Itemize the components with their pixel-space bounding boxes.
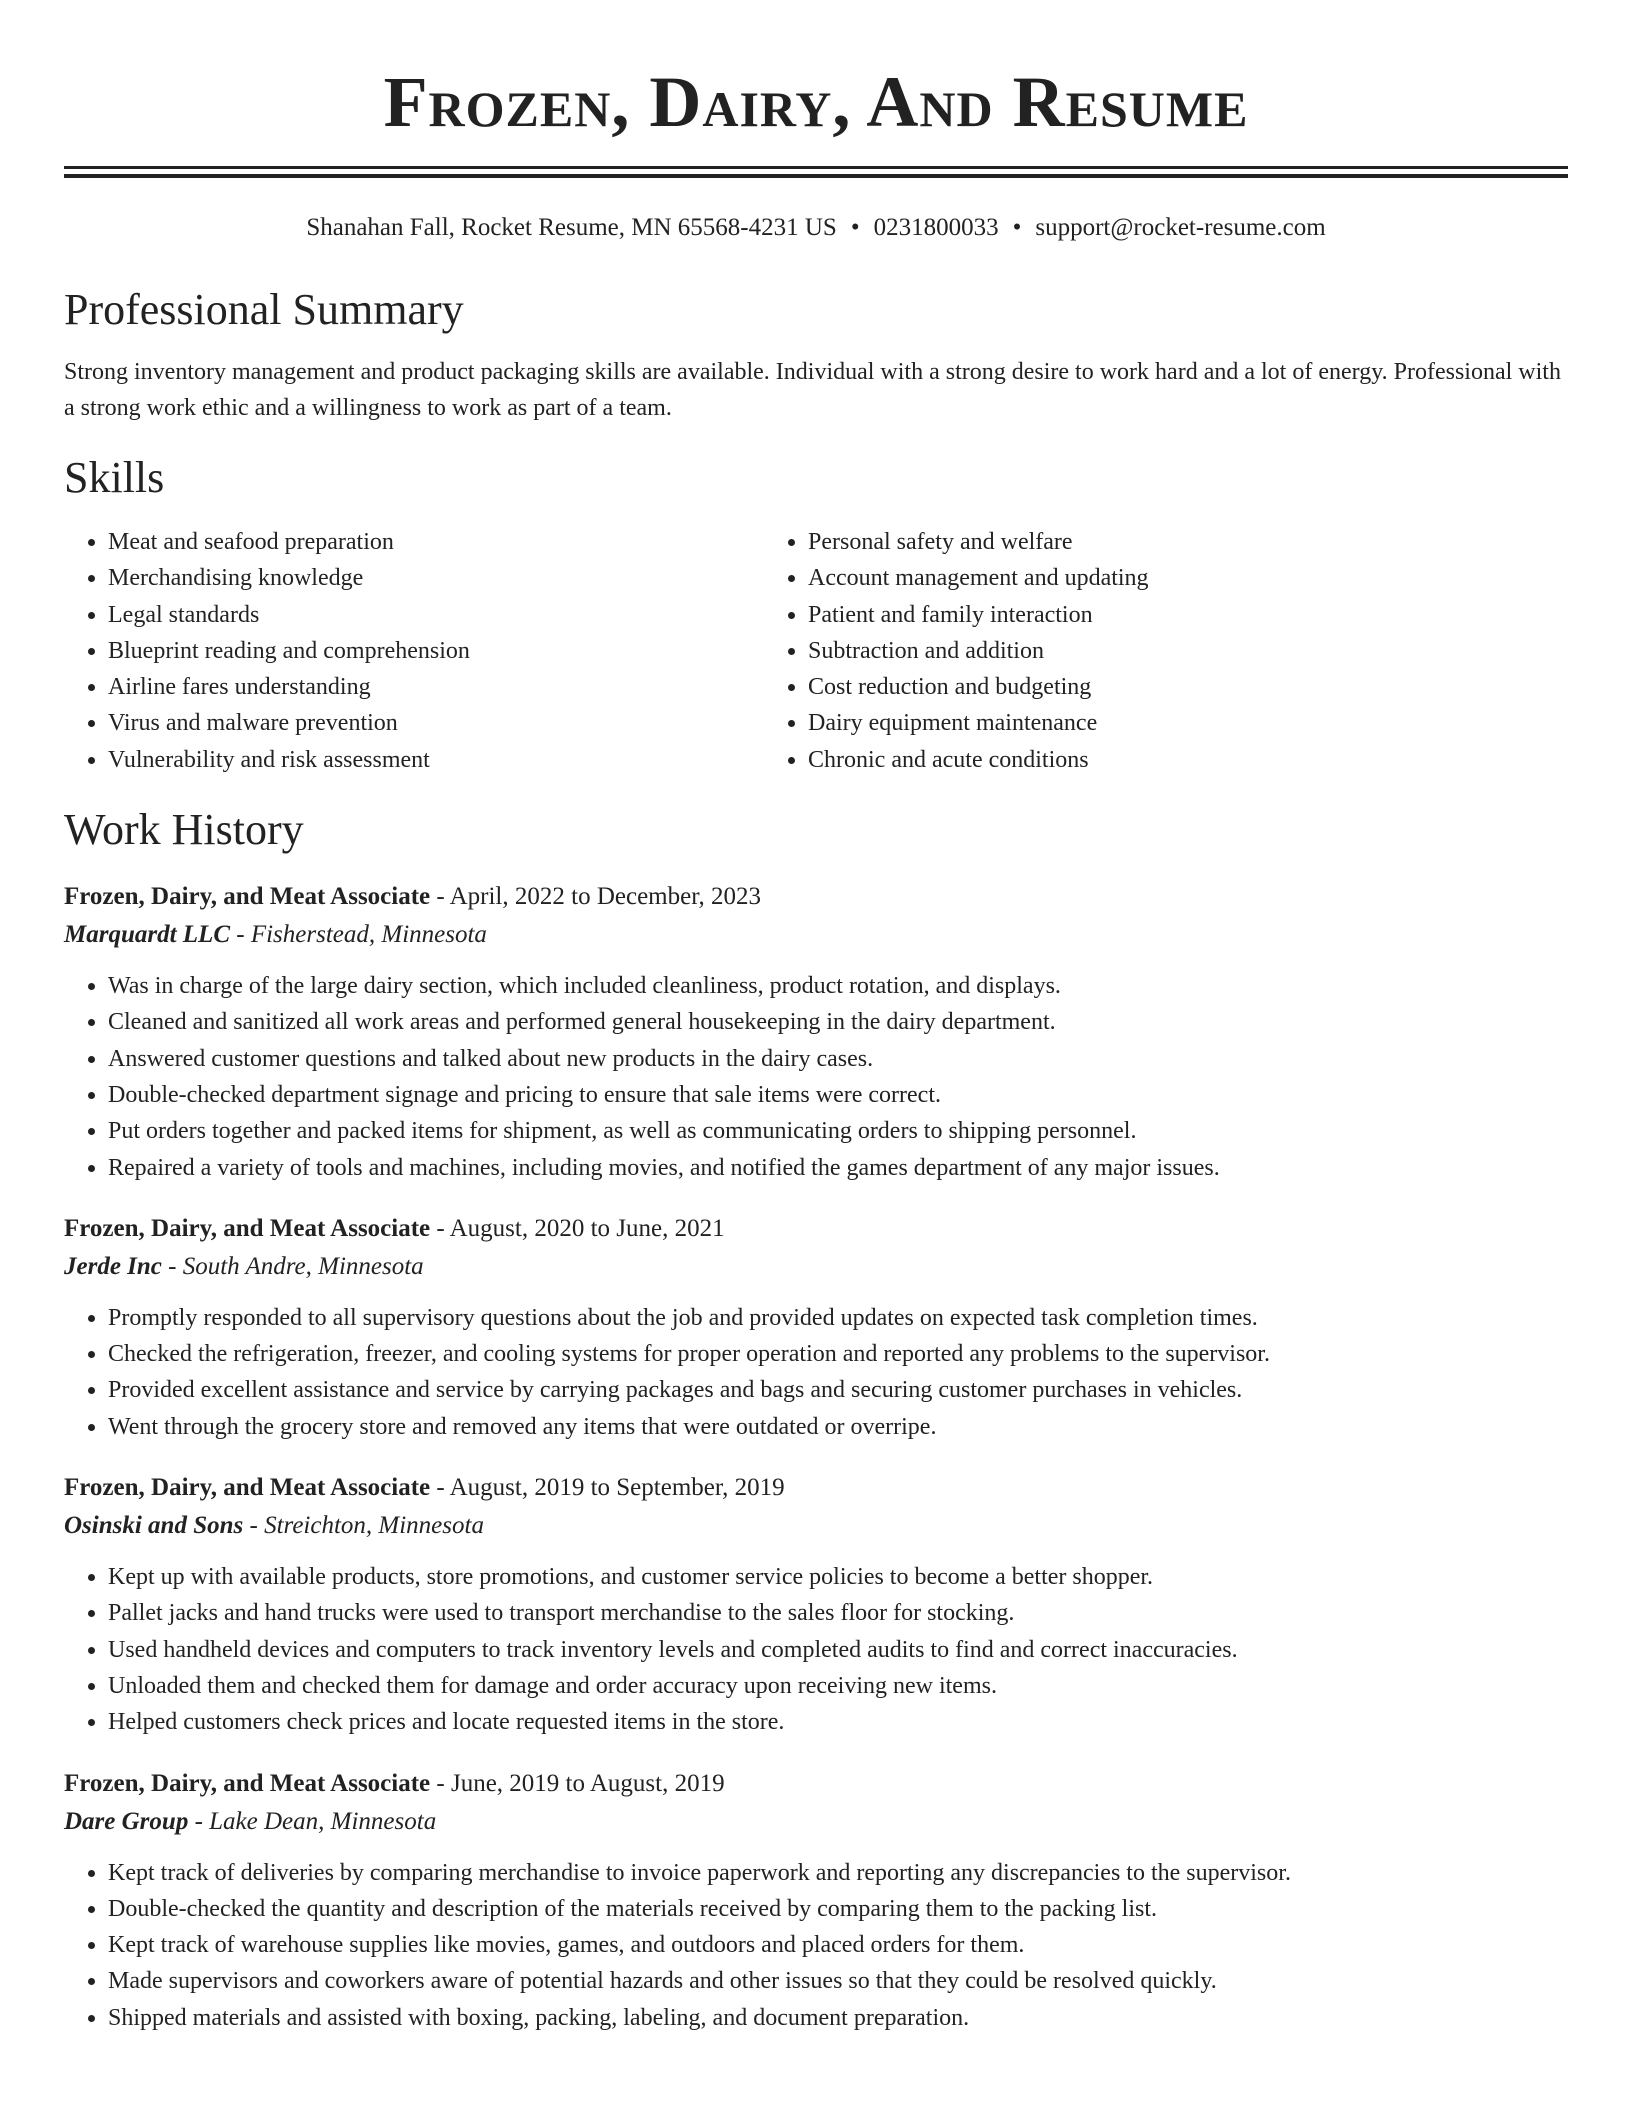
job-entry (64, 1765, 1568, 2036)
skill-item: • Patient and family interaction (808, 597, 1460, 633)
job-heading (64, 1210, 1568, 1248)
job-employer-line (64, 1803, 1568, 1841)
job-employer-line (64, 1507, 1568, 1545)
job-duty-item: • Provided excellent assistance and service by carrying packages and bags and securing customer purchases in vehicles. (108, 1372, 1568, 1408)
skills-list-left (64, 524, 762, 778)
contact-email: support@rocket-resume.com (1035, 214, 1326, 241)
contact-separator: • (1012, 214, 1022, 241)
contact-phone: 0231800033 (873, 214, 999, 241)
skill-item: • Airline fares understanding (108, 669, 762, 705)
job-role: Frozen, Dairy, and Meat Associate (64, 1769, 431, 1797)
skill-item: • Chronic and acute conditions (808, 742, 1460, 778)
job-location: - Streichton, Minnesota (243, 1512, 484, 1540)
job-duty-item: • Promptly responded to all supervisory questions about the job and provided updates on expected task completion times. (108, 1300, 1568, 1336)
job-role: Frozen, Dairy, and Meat Associate (64, 1214, 431, 1242)
job-duty-item: • Was in charge of the large dairy section, which included cleanliness, product rotation, and displays. (108, 968, 1568, 1004)
skill-item: • Personal safety and welfare (808, 524, 1460, 560)
job-duty-item: • Put orders together and packed items for shipment, as well as communicating orders to shipping personnel. (108, 1113, 1568, 1149)
skills-section-title: Skills (64, 453, 165, 502)
skill-item: • Blueprint reading and comprehension (108, 633, 762, 669)
job-duty-item: • Went through the grocery store and removed any items that were outdated or overripe. (108, 1409, 1568, 1445)
job-duties-list (64, 968, 1568, 1186)
skill-item: • Subtraction and addition (808, 633, 1460, 669)
job-company: Jerde Inc (64, 1252, 162, 1280)
skill-item: • Virus and malware prevention (108, 705, 762, 741)
resume-name-heading: Frozen, Dairy, And Resume (383, 62, 1249, 142)
job-employer-line (64, 1248, 1568, 1286)
job-duties-list (64, 1300, 1568, 1445)
skill-item: • Vulnerability and risk assessment (108, 742, 762, 778)
job-location: - Fisherstead, Minnesota (230, 921, 487, 949)
job-company: Dare Group (64, 1807, 189, 1835)
job-heading (64, 1765, 1568, 1803)
skill-item: • Cost reduction and budgeting (808, 669, 1460, 705)
job-dates: - August, 2019 to September, 2019 (430, 1474, 785, 1502)
job-duty-item: • Answered customer questions and talked about new products in the dairy cases. (108, 1041, 1568, 1077)
job-dates: - August, 2020 to June, 2021 (430, 1214, 725, 1242)
job-duty-item: • Double-checked department signage and pricing to ensure that sale items were correct. (108, 1077, 1568, 1113)
job-dates: - June, 2019 to August, 2019 (430, 1769, 725, 1797)
work-history-section-title: Work History (64, 805, 304, 855)
skill-item: • Merchandising knowledge (108, 560, 762, 596)
job-duty-item: • Pallet jacks and hand trucks were used to transport merchandise to the sales floor for stocking. (108, 1595, 1568, 1631)
contact-address: Shanahan Fall, Rocket Resume, MN 65568-4231 US (306, 214, 837, 241)
job-duty-item: • Kept up with available products, store promotions, and customer service policies to become a better shopper. (108, 1559, 1568, 1595)
job-entry (64, 1210, 1568, 1445)
skill-item: • Dairy equipment maintenance (808, 705, 1460, 741)
skills-list-right (762, 524, 1460, 778)
job-entry (64, 1469, 1568, 1740)
summary-text: Strong inventory management and product packaging skills are available. Individual with a strong desire to work hard and a lot of energy. Professional with a strong work ethic and a willingness to work as part of a team. (64, 359, 1561, 421)
job-duty-item: • Checked the refrigeration, freezer, and cooling systems for proper operation and reported any problems to the supervisor. (108, 1336, 1568, 1372)
job-duty-item: • Repaired a variety of tools and machines, including movies, and notified the games department of any major issues. (108, 1150, 1568, 1186)
job-entry (64, 878, 1568, 1186)
job-role: Frozen, Dairy, and Meat Associate (64, 883, 431, 911)
job-duty-item: • Shipped materials and assisted with boxing, packing, labeling, and document preparation. (108, 2000, 1568, 2036)
contact-line (64, 212, 1568, 244)
job-company: Osinski and Sons (64, 1512, 244, 1540)
summary-section-title: Professional Summary (64, 285, 464, 334)
job-duty-item: • Kept track of deliveries by comparing merchandise to invoice paperwork and reporting any discrepancies to the supervisor. (108, 1855, 1568, 1891)
job-location: - South Andre, Minnesota (161, 1252, 424, 1280)
header-divider-thick (64, 166, 1568, 169)
job-duties-list (64, 1855, 1568, 2036)
job-duty-item: • Double-checked the quantity and description of the materials received by comparing them to the packing list. (108, 1891, 1568, 1927)
job-duty-item: • Helped customers check prices and locate requested items in the store. (108, 1704, 1568, 1740)
job-duty-item: • Cleaned and sanitized all work areas and performed general housekeeping in the dairy department. (108, 1004, 1568, 1040)
job-employer-line (64, 916, 1568, 954)
job-role: Frozen, Dairy, and Meat Associate (64, 1474, 431, 1502)
skill-item: • Account management and updating (808, 560, 1460, 596)
skill-item: • Meat and seafood preparation (108, 524, 762, 560)
job-duty-item: • Unloaded them and checked them for damage and order accuracy upon receiving new items. (108, 1668, 1568, 1704)
skills-columns (64, 524, 1568, 778)
skill-item: • Legal standards (108, 597, 762, 633)
job-dates: - April, 2022 to December, 2023 (430, 883, 762, 911)
job-duty-item: • Kept track of warehouse supplies like movies, games, and outdoors and placed orders for them. (108, 1927, 1568, 1963)
contact-separator: • (850, 214, 860, 241)
header-divider-thin (64, 174, 1568, 178)
job-duties-list (64, 1559, 1568, 1740)
job-heading (64, 878, 1568, 916)
job-duty-item: • Made supervisors and coworkers aware of potential hazards and other issues so that they could be resolved quickly. (108, 1963, 1568, 1999)
job-location: - Lake Dean, Minnesota (188, 1807, 437, 1835)
job-heading (64, 1469, 1568, 1507)
job-duty-item: • Used handheld devices and computers to track inventory levels and completed audits to find and correct inaccuracies. (108, 1632, 1568, 1668)
job-company: Marquardt LLC (64, 921, 231, 949)
